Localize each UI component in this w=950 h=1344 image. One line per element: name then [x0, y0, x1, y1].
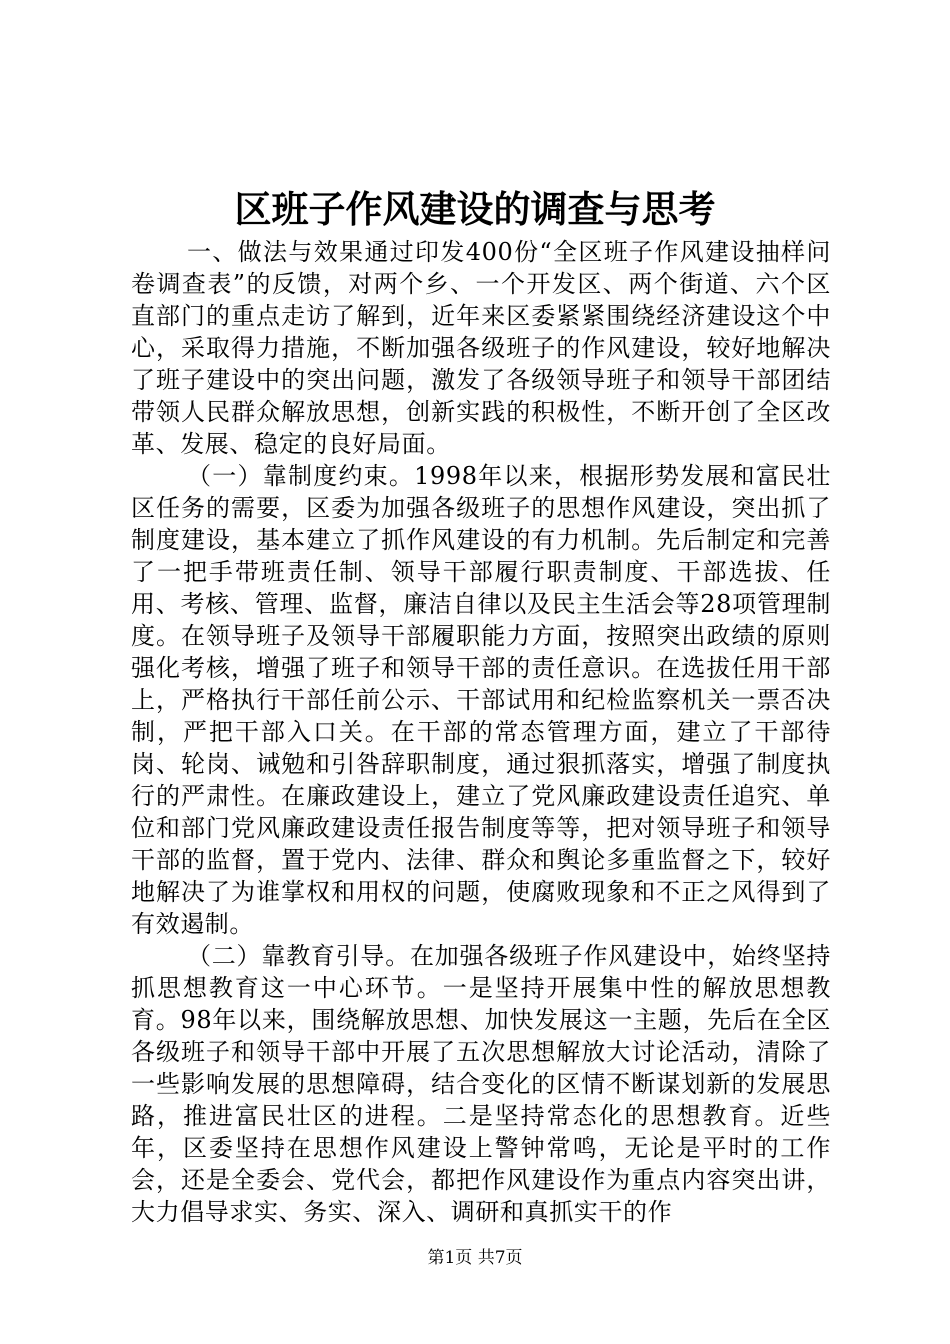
paragraph-intro: 一、做法与效果通过印发400份“全区班子作风建设抽样问卷调查表”的反馈，对两个乡、一个开发区、两个街道、六个区直部门的重点走访了解到，近年来区委紧紧围绕经济建设这个中心，采取得力措施，不断加强各级班子的作风建设，较好地解决了班子建设中的突出问题，激发了各级领导班子和领导干部团结带领人民群众解放思想，创新实践的积极性，不断开创了全区改革、发展、稳定的良好局面。 [131, 238, 831, 458]
paragraph-education: （二）靠教育引导。在加强各级班子作风建设中，始终坚持抓思想教育这一中心环节。一是坚持开展集中性的解放思想教育。98年以来，围绕解放思想、加快发展这一主题，先后在全区各级班子和领导干部中开展了五次思想解放大讨论活动，清除了一些影响发展的思想障碍，结合变化的区情不断谋划新的发展思路，推进富民壮区的进程。二是坚持常态化的思想教育。近些年，区委坚持在思想作风建设上警钟常鸣，无论是平时的工作会，还是全委会、党代会，都把作风建设作为重点内容突出讲，大力倡导求实、务实、深入、调研和真抓实干的作 [131, 942, 831, 1226]
document-body [131, 236, 831, 1228]
paragraph-institution: （一）靠制度约束。1998年以来，根据形势发展和富民壮区任务的需要，区委为加强各级班子的思想作风建设，突出抓了制度建设，基本建立了抓作风建设的有力机制。先后制定和完善了一把手带班责任制、领导干部履行职责制度、干部选拔、任用、考核、管理、监督，廉洁自律以及民主生活会等28项管理制度。在领导班子及领导干部履职能力方面，按照突出政绩的原则强化考核，增强了班子和领导干部的责任意识。在选拔任用干部上，严格执行干部任前公示、干部试用和纪检监察机关一票否决制，严把干部入口关。在干部的常态管理方面，建立了干部待岗、轮岗、诫勉和引咎辞职制度，通过狠抓落实，增强了制度执行的严肃性。在廉政建设上，建立了党风廉政建设责任追究、单位和部门党风廉政建设责任报告制度等等，把对领导班子和领导干部的监督，置于党内、法律、群众和舆论多重监督之下，较好地解决了为谁掌权和用权的问题，使腐败现象和不正之风得到了有效遏制。 [131, 462, 831, 938]
page-number-footer: 第1页 共7页 [427, 1248, 523, 1268]
document-title: 区班子作风建设的调查与思考 [234, 187, 716, 231]
